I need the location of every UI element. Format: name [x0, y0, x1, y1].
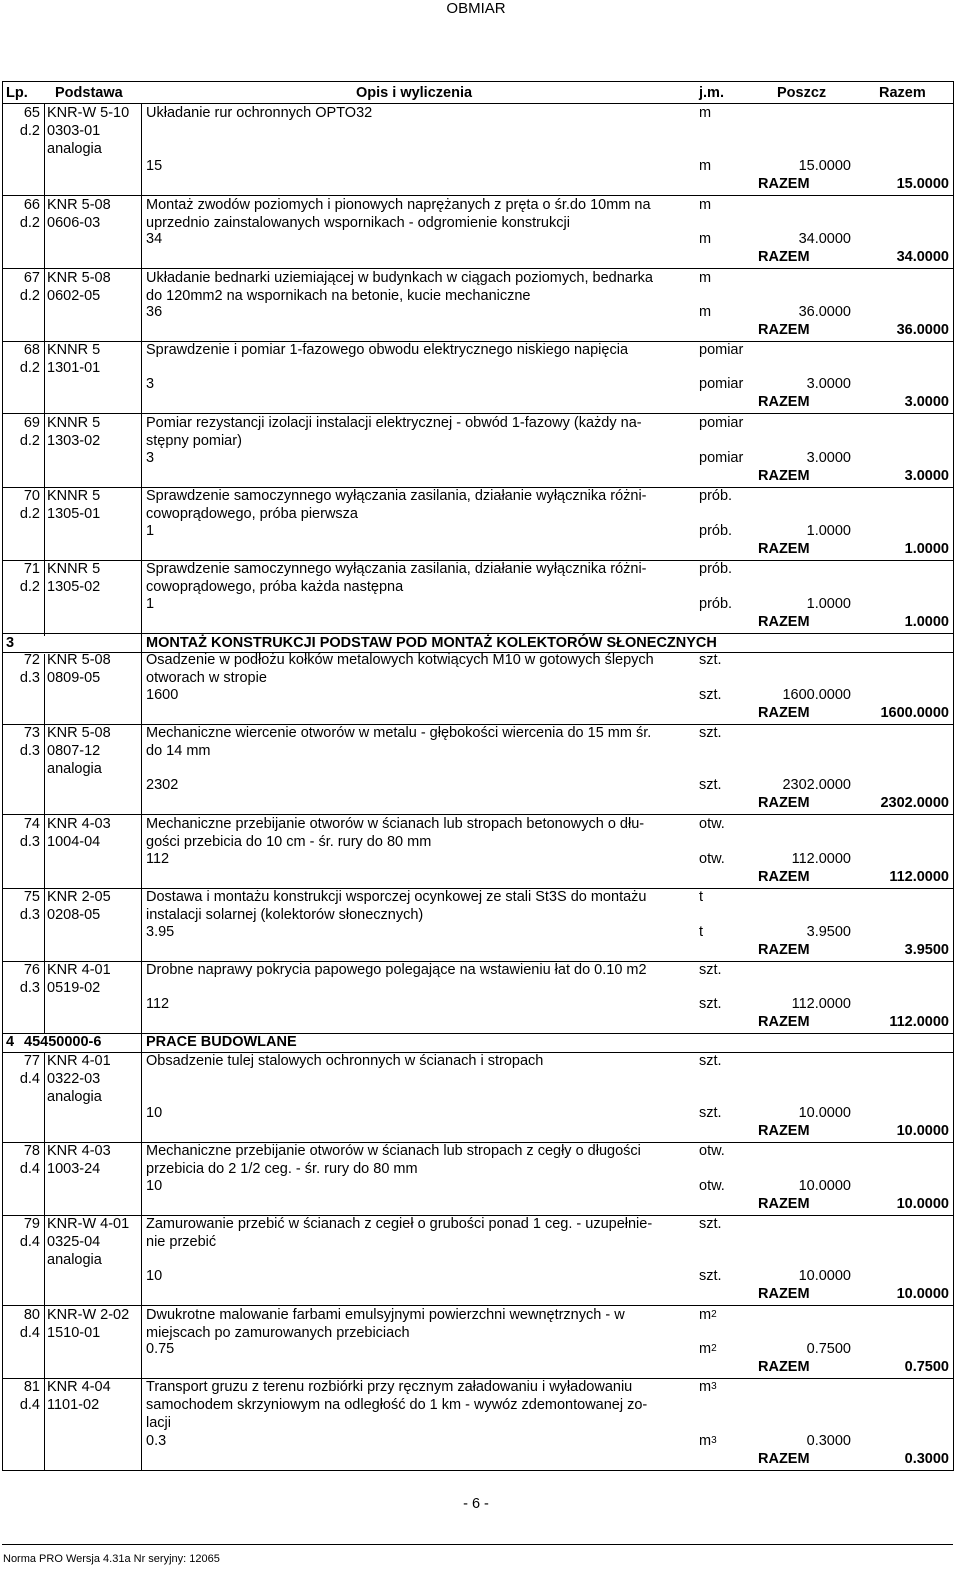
razem-label: RAZEM	[758, 394, 810, 410]
item-unit: prób.	[699, 561, 733, 577]
item-poszcz-value: 3.9500	[806, 924, 851, 940]
item-quantity-unit: szt.	[699, 687, 722, 703]
item-razem-value: 10.0000	[896, 1196, 949, 1212]
item-basis: 0809-05	[47, 670, 101, 686]
item-section-ref: d.3	[19, 907, 40, 923]
item-section-ref: d.2	[19, 123, 40, 139]
item-razem-value: 0.7500	[904, 1359, 949, 1375]
item-basis: 0602-05	[47, 288, 101, 304]
item-basis: KNNR 5	[47, 561, 101, 577]
item-basis: 0807-12	[47, 743, 101, 759]
item-poszcz-value: 112.0000	[791, 996, 851, 1012]
item-description: Zamurowanie przebić w ścianach z cegieł o grubości ponad 1 ceg. - uzupełnie-	[146, 1216, 653, 1232]
razem-label: RAZEM	[758, 614, 810, 630]
item-description: Mechaniczne przebijanie otworów w ścianach lub stropach betonowych o dłu-	[146, 816, 645, 832]
item-quantity-unit: szt.	[699, 1105, 722, 1121]
item-quantity: 10	[146, 1178, 163, 1194]
item-razem-value: 15.0000	[896, 176, 949, 192]
item-poszcz-value: 1.0000	[806, 596, 851, 612]
item-razem-value: 3.0000	[904, 468, 949, 484]
item-unit: szt.	[699, 725, 722, 741]
superscript: 2	[711, 1343, 717, 1354]
col-header-opis: Opis i wyliczenia	[356, 85, 473, 101]
razem-label: RAZEM	[758, 541, 810, 557]
razem-label: RAZEM	[758, 869, 810, 885]
item-poszcz-value: 1600.0000	[782, 687, 851, 703]
row-divider	[2, 814, 953, 815]
item-basis: KNR 5-08	[47, 197, 111, 213]
item-basis: KNR 5-08	[47, 270, 111, 286]
razem-label: RAZEM	[758, 468, 810, 484]
item-unit: pomiar	[699, 342, 744, 358]
section-title: MONTAŻ KONSTRUKCJI PODSTAW POD MONTAŻ KOLEKTORÓW SŁONECZNYCH	[146, 635, 717, 651]
item-quantity: 3	[146, 376, 155, 392]
razem-label: RAZEM	[758, 795, 810, 811]
item-basis: 0606-03	[47, 215, 101, 231]
item-number: 75	[23, 889, 40, 905]
item-poszcz-value: 10.0000	[798, 1178, 851, 1194]
item-section-ref: d.2	[19, 506, 40, 522]
item-description: Drobne naprawy pokrycia papowego polegające na wstawieniu łat do 0.10 m2	[146, 962, 647, 978]
item-razem-value: 34.0000	[896, 249, 949, 265]
item-quantity-unit: otw.	[699, 851, 725, 867]
section-number: 3	[6, 635, 15, 651]
item-section-ref: d.2	[19, 215, 40, 231]
item-quantity: 112	[146, 851, 170, 867]
item-unit: szt.	[699, 962, 722, 978]
item-unit: szt.	[699, 1216, 722, 1232]
item-quantity-unit: m	[699, 158, 712, 174]
item-quantity-unit: $m^3$	[699, 1433, 717, 1449]
section-number: 4	[6, 1034, 15, 1050]
col-header-jm: j.m.	[699, 85, 724, 101]
item-basis: KNR 4-01	[47, 962, 111, 978]
item-basis: KNNR 5	[47, 488, 101, 504]
item-quantity-unit: pomiar	[699, 450, 744, 466]
item-poszcz-value: 15.0000	[798, 158, 851, 174]
item-description: do 14 mm	[146, 743, 211, 759]
item-unit: szt.	[699, 652, 722, 668]
header-bottom-border	[2, 103, 953, 104]
item-unit: otw.	[699, 1143, 725, 1159]
item-quantity: 2302	[146, 777, 179, 793]
item-razem-value: 10.0000	[896, 1286, 949, 1302]
item-basis: KNNR 5	[47, 415, 101, 431]
table-top-border	[2, 81, 953, 82]
razem-label: RAZEM	[758, 1286, 810, 1302]
razem-label: RAZEM	[758, 1451, 810, 1467]
item-quantity-unit: szt.	[699, 996, 722, 1012]
razem-label: RAZEM	[758, 1123, 810, 1139]
item-poszcz-value: 10.0000	[798, 1268, 851, 1284]
item-unit: t	[699, 889, 704, 905]
column-divider	[44, 1052, 45, 1471]
item-quantity-unit: t	[699, 924, 704, 940]
col-header-poszcz: Poszcz	[777, 85, 827, 101]
item-quantity-unit: prób.	[699, 596, 733, 612]
row-divider	[2, 413, 953, 414]
item-basis: 1301-01	[47, 360, 101, 376]
item-basis: 1305-02	[47, 579, 101, 595]
item-basis: analogia	[47, 1252, 102, 1268]
item-number: 70	[23, 488, 40, 504]
item-razem-value: 1600.0000	[880, 705, 949, 721]
item-basis: KNR 4-03	[47, 1143, 111, 1159]
item-quantity-unit: m	[699, 304, 712, 320]
item-number: 71	[23, 561, 40, 577]
item-number: 65	[23, 105, 40, 121]
item-quantity-unit: pomiar	[699, 376, 744, 392]
item-basis: KNR 5-08	[47, 652, 111, 668]
item-basis: KNR 4-04	[47, 1379, 111, 1395]
column-divider	[44, 103, 45, 636]
item-quantity: 34	[146, 231, 163, 247]
item-poszcz-value: 34.0000	[798, 231, 851, 247]
item-basis: KNR-W 2-02	[47, 1307, 130, 1323]
item-description: Montaż zwodów poziomych i pionowych naprężanych z pręta o śr.do 10mm na	[146, 197, 651, 213]
item-razem-value: 0.3000	[904, 1451, 949, 1467]
item-basis: 1510-01	[47, 1325, 101, 1341]
item-section-ref: d.4	[19, 1071, 40, 1087]
software-footer: Norma PRO Wersja 4.31a Nr seryjny: 12065	[3, 1553, 220, 1565]
item-description: nie przebić	[146, 1234, 217, 1250]
item-number: 67	[23, 270, 40, 286]
razem-label: RAZEM	[758, 1014, 810, 1030]
item-number: 77	[23, 1053, 40, 1069]
footer-rule	[2, 1544, 953, 1545]
item-unit: m	[699, 270, 712, 286]
item-number: 78	[23, 1143, 40, 1159]
item-basis: 0322-03	[47, 1071, 101, 1087]
item-section-ref: d.3	[19, 670, 40, 686]
item-basis: KNR-W 5-10	[47, 105, 130, 121]
item-basis: 0208-05	[47, 907, 101, 923]
item-basis: KNNR 5	[47, 342, 101, 358]
item-section-ref: d.2	[19, 579, 40, 595]
razem-label: RAZEM	[758, 249, 810, 265]
item-number: 66	[23, 197, 40, 213]
item-unit: m	[699, 105, 712, 121]
item-section-ref: d.2	[19, 360, 40, 376]
item-basis: 0303-01	[47, 123, 101, 139]
item-description: Dwukrotne malowanie farbami emulsyjnymi powierzchni wewnętrznych - w	[146, 1307, 625, 1323]
item-unit: pomiar	[699, 415, 744, 431]
column-divider	[141, 103, 142, 1471]
razem-label: RAZEM	[758, 1196, 810, 1212]
superscript: 3	[711, 1435, 717, 1446]
item-quantity-unit: szt.	[699, 777, 722, 793]
item-description: Dostawa i montażu konstrukcji wsporczej ocynkowej ze stali St3S do montażu	[146, 889, 647, 905]
item-razem-value: 10.0000	[896, 1123, 949, 1139]
page-header: OBMIAR	[446, 0, 506, 17]
razem-label: RAZEM	[758, 1359, 810, 1375]
item-number: 72	[23, 652, 40, 668]
item-basis: analogia	[47, 1089, 102, 1105]
item-description: stępny pomiar)	[146, 433, 242, 449]
item-unit: prób.	[699, 488, 733, 504]
item-quantity-unit: m	[699, 231, 712, 247]
item-quantity: 1	[146, 596, 155, 612]
item-quantity: 112	[146, 996, 170, 1012]
item-number: 68	[23, 342, 40, 358]
item-description: miejscach po zamurowanych przebiciach	[146, 1325, 410, 1341]
item-razem-value: 3.0000	[904, 394, 949, 410]
item-basis: KNR-W 4-01	[47, 1216, 130, 1232]
razem-label: RAZEM	[758, 705, 810, 721]
item-section-ref: d.4	[19, 1161, 40, 1177]
item-description: Układanie rur ochronnych OPTO32	[146, 105, 373, 121]
section-title: PRACE BUDOWLANE	[146, 1034, 297, 1050]
column-divider	[2, 81, 3, 1471]
column-divider	[44, 654, 45, 1034]
item-basis: KNR 2-05	[47, 889, 111, 905]
item-description: Obsadzenie tulej stalowych ochronnych w ścianach i stropach	[146, 1053, 544, 1069]
item-quantity: 0.3	[146, 1433, 167, 1449]
row-divider	[2, 1470, 953, 1471]
row-divider	[2, 195, 953, 196]
item-number: 79	[23, 1216, 40, 1232]
item-razem-value: 3.9500	[904, 942, 949, 958]
section-divider	[2, 652, 953, 653]
item-section-ref: d.3	[19, 743, 40, 759]
item-quantity-unit: $m^2$	[699, 1341, 717, 1357]
row-divider	[2, 633, 953, 634]
item-description: Układanie bednarki uziemiającej w budynkach w ciągach poziomych, bednarka	[146, 270, 653, 286]
item-basis: 1004-04	[47, 834, 101, 850]
item-number: 80	[23, 1307, 40, 1323]
item-basis: analogia	[47, 761, 102, 777]
item-basis: 0325-04	[47, 1234, 101, 1250]
item-basis: KNR 5-08	[47, 725, 111, 741]
item-quantity: 1600	[146, 687, 179, 703]
item-section-ref: d.3	[19, 834, 40, 850]
razem-label: RAZEM	[758, 322, 810, 338]
item-number: 81	[23, 1379, 40, 1395]
item-quantity-unit: szt.	[699, 1268, 722, 1284]
item-number: 69	[23, 415, 40, 431]
item-description: do 120mm2 na wspornikach na betonie, kucie mechaniczne	[146, 288, 531, 304]
item-description: instalacji solarnej (kolektorów słonecznych)	[146, 907, 424, 923]
item-quantity: 3.95	[146, 924, 175, 940]
item-description: Transport gruzu z terenu rozbiórki przy ręcznym załadowaniu i wyładowaniu	[146, 1379, 633, 1395]
item-unit: $m^3$	[699, 1379, 717, 1395]
razem-label: RAZEM	[758, 942, 810, 958]
razem-label: RAZEM	[758, 176, 810, 192]
item-poszcz-value: 3.0000	[806, 376, 851, 392]
item-section-ref: d.4	[19, 1234, 40, 1250]
item-poszcz-value: 0.3000	[806, 1433, 851, 1449]
item-razem-value: 1.0000	[904, 541, 949, 557]
item-number: 74	[23, 816, 40, 832]
item-description: uprzednio zainstalowanych wspornikach - odgromienie konstrukcji	[146, 215, 570, 231]
item-description: Sprawdzenie i pomiar 1-fazowego obwodu elektrycznego niskiego napięcia	[146, 342, 629, 358]
item-basis: 1003-24	[47, 1161, 101, 1177]
item-description: Osadzenie w podłożu kołków metalowych kotwiących M10 w gotowych ślepych	[146, 652, 654, 668]
item-section-ref: d.2	[19, 433, 40, 449]
item-number: 73	[23, 725, 40, 741]
column-divider	[953, 81, 954, 1471]
item-number: 76	[23, 962, 40, 978]
item-description: Sprawdzenie samoczynnego wyłączania zasilania, działanie wyłącznika różni-	[146, 561, 647, 577]
item-razem-value: 112.0000	[889, 1014, 949, 1030]
item-razem-value: 2302.0000	[880, 795, 949, 811]
item-description: gości przebicia do 10 cm - śr. rury do 80 mm	[146, 834, 432, 850]
item-basis: 1305-01	[47, 506, 101, 522]
item-quantity: 15	[146, 158, 163, 174]
item-unit: szt.	[699, 1053, 722, 1069]
item-quantity: 0.75	[146, 1341, 175, 1357]
item-basis: analogia	[47, 141, 102, 157]
item-poszcz-value: 1.0000	[806, 523, 851, 539]
col-header-lp: Lp.	[6, 85, 28, 101]
item-description: otworach w stropie	[146, 670, 267, 686]
item-description: Mechaniczne wiercenie otworów w metalu - głębokości wiercenia do 15 mm śr.	[146, 725, 652, 741]
item-description: cowoprądowego, próba każda następna	[146, 579, 404, 595]
item-quantity: 10	[146, 1268, 163, 1284]
row-divider	[2, 1305, 953, 1306]
item-quantity: 3	[146, 450, 155, 466]
item-basis: KNR 4-01	[47, 1053, 111, 1069]
superscript: 3	[711, 1381, 717, 1392]
item-description: cowoprądowego, próba pierwsza	[146, 506, 358, 522]
section-code: 45450000-6	[24, 1034, 102, 1050]
item-description: lacji	[146, 1415, 171, 1431]
col-header-podstawa: Podstawa	[55, 85, 123, 101]
item-basis: KNR 4-03	[47, 816, 111, 832]
row-divider	[2, 268, 953, 269]
item-description: Sprawdzenie samoczynnego wyłączania zasilania, działanie wyłącznika różni-	[146, 488, 647, 504]
item-poszcz-value: 112.0000	[791, 851, 851, 867]
item-quantity: 36	[146, 304, 163, 320]
item-section-ref: d.4	[19, 1397, 40, 1413]
item-basis: 1101-02	[47, 1397, 100, 1413]
item-unit: m	[699, 197, 712, 213]
item-basis: 1303-02	[47, 433, 101, 449]
row-divider	[2, 1033, 953, 1034]
item-basis: 0519-02	[47, 980, 101, 996]
item-poszcz-value: 3.0000	[806, 450, 851, 466]
item-quantity-unit: otw.	[699, 1178, 725, 1194]
item-razem-value: 1.0000	[904, 614, 949, 630]
col-header-razem: Razem	[879, 85, 926, 101]
page-number: - 6 -	[463, 1496, 489, 1512]
item-unit: $m^2$	[699, 1307, 717, 1323]
item-description: Mechaniczne przebijanie otworów w ścianach lub stropach z cegły o długości	[146, 1143, 641, 1159]
item-quantity-unit: prób.	[699, 523, 733, 539]
item-poszcz-value: 10.0000	[798, 1105, 851, 1121]
item-section-ref: d.4	[19, 1325, 40, 1341]
section-divider	[2, 1052, 953, 1053]
item-poszcz-value: 36.0000	[798, 304, 851, 320]
item-description: Pomiar rezystancji izolacji instalacji elektrycznej - obwód 1-fazowy (każdy na-	[146, 415, 642, 431]
superscript: 2	[711, 1309, 717, 1320]
item-poszcz-value: 2302.0000	[782, 777, 851, 793]
item-section-ref: d.2	[19, 288, 40, 304]
item-razem-value: 112.0000	[889, 869, 949, 885]
item-poszcz-value: 0.7500	[806, 1341, 851, 1357]
item-description: samochodem skrzyniowym na odległość do 1 km - wywóz zdemontowanej zo-	[146, 1397, 648, 1413]
item-section-ref: d.3	[19, 980, 40, 996]
item-quantity: 1	[146, 523, 155, 539]
item-unit: otw.	[699, 816, 725, 832]
item-quantity: 10	[146, 1105, 163, 1121]
item-razem-value: 36.0000	[896, 322, 949, 338]
item-description: przebicia do 2 1/2 ceg. - śr. rury do 80 mm	[146, 1161, 418, 1177]
